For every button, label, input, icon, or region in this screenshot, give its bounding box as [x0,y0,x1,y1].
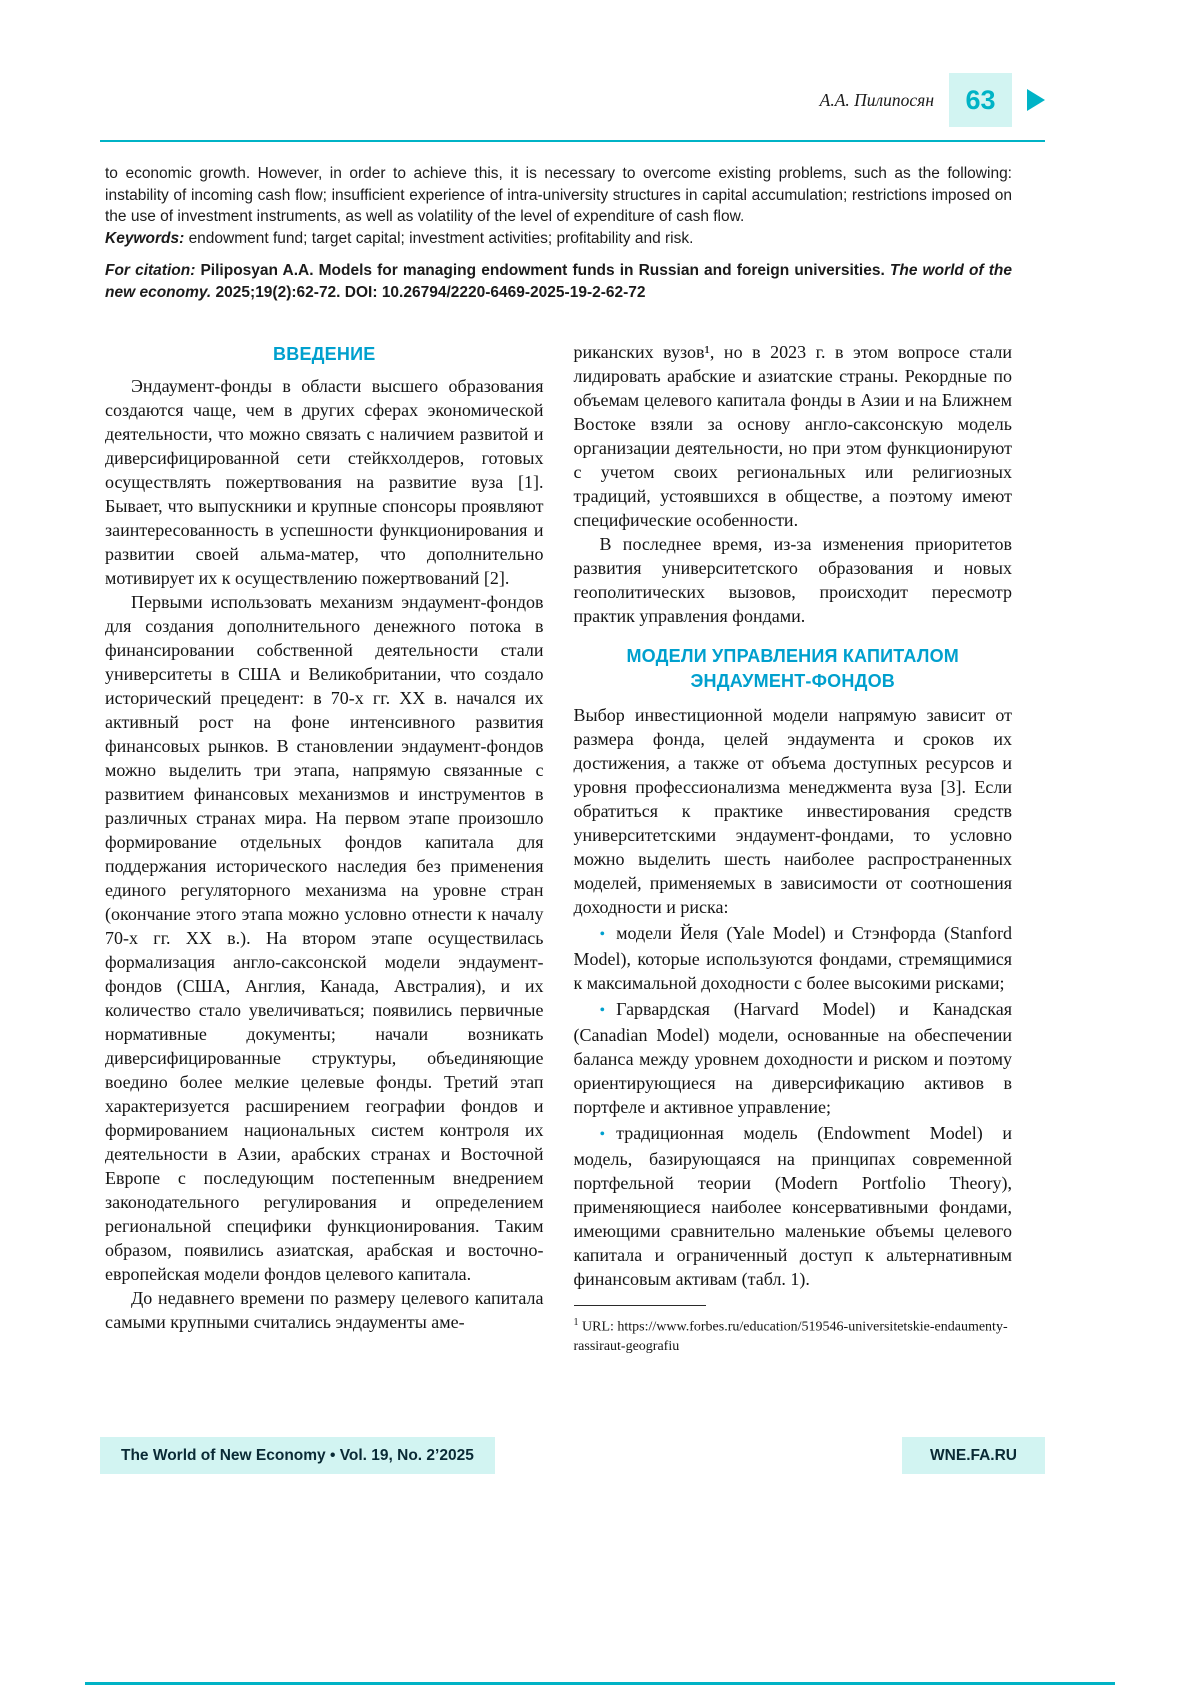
footer-site-text: WNE.FA.RU [930,1446,1017,1464]
continuation-paragraph: риканских вузов¹, но в 2023 г. в этом вопросе стали лидировать арабские и азиатские страны. Рекордные по объемам целевого капитала фонды в Азии и на Ближнем Востоке взяли за основу англо-саксонскую модель организации деятельности, но при этом функционируют с учетом своих региональных или религиозных традиций, устоявшихся в обществе, а поэтому имеют специфические особенности. [573,342,1012,530]
footer-journal-info [100,1437,495,1474]
right-column [574,340,1013,1356]
page-header [100,72,1045,128]
article-body [105,340,1012,1356]
citation-label: For citation: [105,262,196,279]
footnote-marker: 1 [573,1317,579,1328]
abstract-text: to economic growth. However, in order to achieve this, it is necessary to overcome existing problems, such as the following: instability of incoming cash flow; insufficient experience of intra-university structures in capital accumulation; restrictions imposed on the use of investment instruments, as well as volatility of the level of expenditure of cash flow. [105,165,1012,225]
paragraph: Первыми использовать механизм эндаумент-фондов для создания дополнительного денежного потока в финансировании собственной деятельности стали университеты в США и Великобритании, что создало исторический прецедент: в 70-х гг. XX в. начался их активный рост на фоне интенсивного развития финансовых рынков. В становлении эндаумент-фондов можно выделить три этапа, напрямую связанные с развитием финансовых механизмов и инструментов в различных странах мира. На первом этапе произошло формирование отдельных фондов капитала для поддержания исторического наследия без применения единого регуляторного механизма на уровне стран (окончание этого этапа можно условно отнести к началу 70-х гг. XX в.). На втором этапе осуществилась формализация англо-саксонской модели эндаумент-фондов (США, Англия, Канада, Австралия), и их количество стало увеличиваться; появились первичные нормативные документы; начали возникать диверсифицированные структуры, объединяющие воедино более мелкие целевые фонды. Третий этап характеризуется расширением географии фондов и формированием национальных систем контроля их деятельности в Азии, арабских странах и Восточной Европе с последующим постепенным внедрением законодательного регулирования и определением региональной специфики функционирования. Таким образом, появились азиатская, арабская и восточно-европейская модели фондов целевого капитала. [105,592,544,1284]
bullet-text: модели Йеля (Yale Model) и Стэнфорда (Stanford Model), которые используются фондами, стремящимися к максимальной доходности с более высокими рисками; [573,923,1012,993]
footnote-divider [574,1305,706,1306]
footer-journal-text: The World of New Economy • Vol. 19, No. 2’2025 [121,1446,474,1464]
bullet-item [574,1121,1013,1291]
bullet-text: традиционная модель (Endowment Model) и модель, базирующаяся на принципах современной портфельной теории (Modern Portfolio Theory), применяющиеся наиболее консервативными фондами, имеющими сравнительно маленькие объемы целевого капитала и ограниченный доступ к альтернативным финансовым активам (табл. 1). [573,1123,1012,1289]
bullet-text: Гарвардская (Harvard Model) и Канадская (Canadian Model) модели, основанные на обеспечении баланса между уровнем доходности и риском и поэтому ориентирующиеся на диверсификацию активов в портфеле и активное управление; [573,999,1012,1117]
footnote [574,1305,1013,1356]
paragraph: Эндаумент-фонды в области высшего образования создаются чаще, чем в других сферах экономической деятельности, что можно связать с наличием развитой и диверсифицированной сети стейкхолдеров, готовых осуществлять пожертвования на развитие вуза [1]. Бывает, что выпускники и крупные спонсоры проявляют заинтересованность в успешности функционирования и развитии своей альма-матер, что дополнительно мотивирует их к осуществлению пожертвований [2]. [105,376,544,588]
citation-doi: 2025;19(2):62-72. DOI: 10.26794/2220-6469-2025-19-2-62-72 [215,283,646,301]
bullet-icon: • [599,1002,606,1019]
paragraph: До недавнего времени по размеру целевого капитала самыми крупными считались эндаументы аме- [105,1288,544,1332]
forward-arrow-icon [1027,89,1045,111]
paragraph: В последнее время, из-за изменения приоритетов развития университетского образования и новых геополитических вызовов, происходит пересмотр практик управления фондами. [573,534,1012,626]
bullet-item [574,921,1013,995]
bullet-icon: • [599,926,606,943]
bullet-icon: • [599,1126,606,1143]
footnote-url-text[interactable]: URL: https://www.forbes.ru/education/519546-universitetskie-endaumenty-rassiraut-geografiu [573,1319,1008,1354]
header-divider [100,140,1045,142]
running-head-author: А.А. Пилипосян [819,89,934,110]
keywords-label: Keywords: [105,229,185,247]
models-heading: МОДЕЛИ УПРАВЛЕНИЯ КАПИТАЛОМ ЭНДАУМЕНТ-ФОНДОВ [626,646,959,691]
citation-text: Piliposyan A.A. Models for managing endowment funds in Russian and foreign universities. [200,262,885,279]
introduction-heading: ВВЕДЕНИЕ [273,344,376,364]
bullet-list [574,921,1013,1291]
paragraph: Выбор инвестиционной модели напрямую зависит от размера фонда, целей эндаумента и сроков их достижения, а также от объема доступных ресурсов и уровня профессионализма менеджмента вуза [3]. Если обратиться к практике инвестирования средств университетскими эндаумент-фондами, то условно можно выделить шесть наиболее распространенных моделей, применяемых в зависимости от соотношения доходности и риска: [573,705,1012,917]
bullet-item [574,997,1013,1119]
page-number-box [949,73,1012,127]
keywords-text: endowment fund; target capital; investment activities; profitability and risk. [188,229,694,247]
keywords-line [105,228,1012,250]
footnote-text [574,1313,1013,1356]
front-matter [105,163,1012,303]
citation-journal: The world of the new economy. [105,262,1012,301]
left-column [105,340,544,1356]
page-number: 63 [965,84,996,115]
bottom-divider [85,1682,1115,1685]
footer-site-url [902,1437,1045,1474]
citation [105,260,1012,303]
